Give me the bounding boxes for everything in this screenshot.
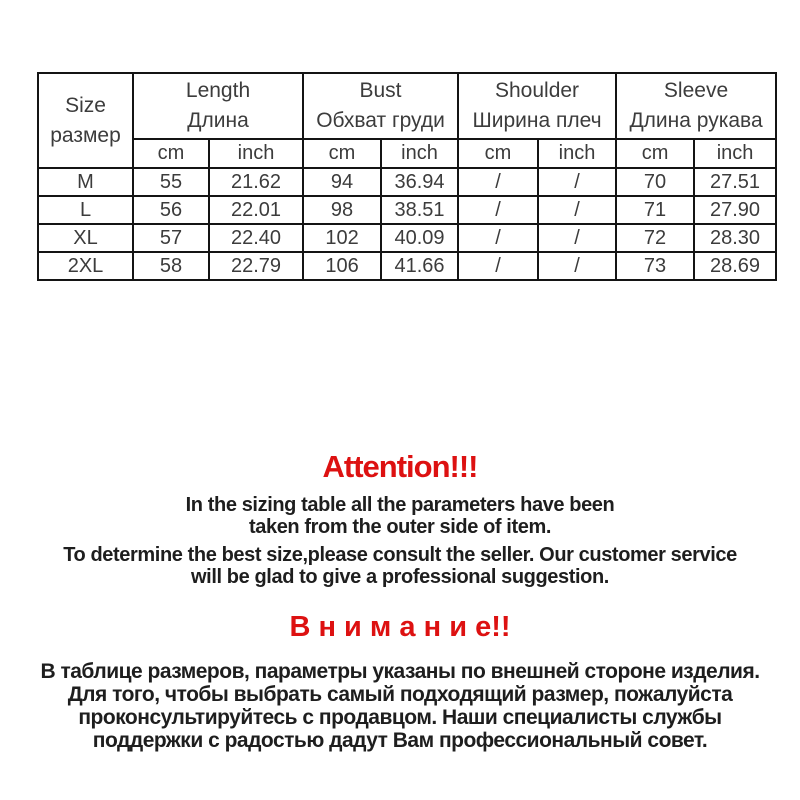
value-cell: 56 (133, 196, 209, 224)
value-cell: / (458, 196, 538, 224)
value-cell: / (538, 196, 616, 224)
group-header-bust-en: Bust (359, 79, 402, 103)
attention-paragraph-ru (0, 660, 800, 752)
table-row (38, 252, 776, 280)
value-cell: 72 (616, 224, 694, 252)
value-cell: / (538, 224, 616, 252)
unit-header: inch (209, 139, 303, 168)
unit-header: cm (303, 139, 381, 168)
attention-paragraph-1-line-2: taken from the outer side of item. (248, 516, 551, 538)
attention-paragraph-ru-line-4: поддержки с радостью дадут Вам профессиональный совет. (92, 729, 708, 752)
attention-paragraph-ru-line-1: В таблице размеров, параметры указаны по внешней стороне изделия. (40, 660, 760, 683)
size-cell: 2XL (38, 252, 133, 280)
size-header-en: Size (65, 93, 106, 117)
group-header-sleeve-ru: Длина рукава (629, 109, 763, 132)
value-cell: 98 (303, 196, 381, 224)
size-table (37, 72, 777, 281)
value-cell: 28.30 (694, 224, 776, 252)
group-header-shoulder-ru: Ширина плеч (472, 109, 602, 132)
value-cell: 71 (616, 196, 694, 224)
size-cell: XL (38, 224, 133, 252)
size-cell: M (38, 168, 133, 196)
value-cell: 55 (133, 168, 209, 196)
table-row (38, 196, 776, 224)
group-header-length (133, 73, 303, 139)
attention-paragraph-ru-line-2: Для того, чтобы выбрать самый подходящий размер, пожалуйста (67, 683, 733, 706)
unit-header: cm (458, 139, 538, 168)
size-column-header (38, 73, 133, 168)
group-header-sleeve-en: Sleeve (663, 79, 729, 103)
group-header-length-en: Length (185, 79, 251, 103)
unit-header-row (38, 139, 776, 168)
value-cell: 102 (303, 224, 381, 252)
group-header-bust-ru: Обхват груди (316, 109, 445, 132)
size-cell: L (38, 196, 133, 224)
value-cell: / (458, 224, 538, 252)
value-cell: 41.66 (381, 252, 458, 280)
value-cell: / (538, 168, 616, 196)
value-cell: 94 (303, 168, 381, 196)
unit-header: cm (133, 139, 209, 168)
value-cell: 22.79 (209, 252, 303, 280)
value-cell: 57 (133, 224, 209, 252)
value-cell: 27.90 (694, 196, 776, 224)
value-cell: 27.51 (694, 168, 776, 196)
size-header-ru: размер (50, 123, 121, 147)
value-cell: 22.01 (209, 196, 303, 224)
group-header-length-ru: Длина (187, 109, 249, 132)
group-header-shoulder-en: Shoulder (494, 79, 580, 103)
unit-header: inch (538, 139, 616, 168)
value-cell: 40.09 (381, 224, 458, 252)
value-cell: 28.69 (694, 252, 776, 280)
value-cell: 73 (616, 252, 694, 280)
unit-header: inch (694, 139, 776, 168)
attention-title-en: Attention!!! (322, 449, 478, 484)
value-cell: 21.62 (209, 168, 303, 196)
value-cell: / (458, 168, 538, 196)
table-row (38, 168, 776, 196)
group-header-sleeve (616, 73, 776, 139)
attention-paragraph-ru-line-3: проконсультируйтесь с продавцом. Наши специалисты службы (78, 706, 722, 729)
table-row (38, 224, 776, 252)
unit-header: cm (616, 139, 694, 168)
group-header-bust (303, 73, 458, 139)
value-cell: 22.40 (209, 224, 303, 252)
value-cell: 36.94 (381, 168, 458, 196)
table-header-row (38, 73, 776, 139)
value-cell: 70 (616, 168, 694, 196)
attention-paragraph-2-line-2: will be glad to give a professional suggestion. (191, 566, 609, 588)
attention-title-ru: В н и м а н и е!! (289, 611, 511, 643)
unit-header: inch (381, 139, 458, 168)
attention-paragraph-2-line-1: To determine the best size,please consult the seller. Our customer service (63, 544, 737, 566)
attention-paragraph-1-en (0, 494, 800, 538)
value-cell: 106 (303, 252, 381, 280)
group-header-shoulder (458, 73, 616, 139)
attention-paragraph-2-en (0, 544, 800, 588)
value-cell: / (458, 252, 538, 280)
value-cell: 58 (133, 252, 209, 280)
value-cell: / (538, 252, 616, 280)
attention-paragraph-1-line-1: In the sizing table all the parameters have been (185, 494, 615, 516)
value-cell: 38.51 (381, 196, 458, 224)
